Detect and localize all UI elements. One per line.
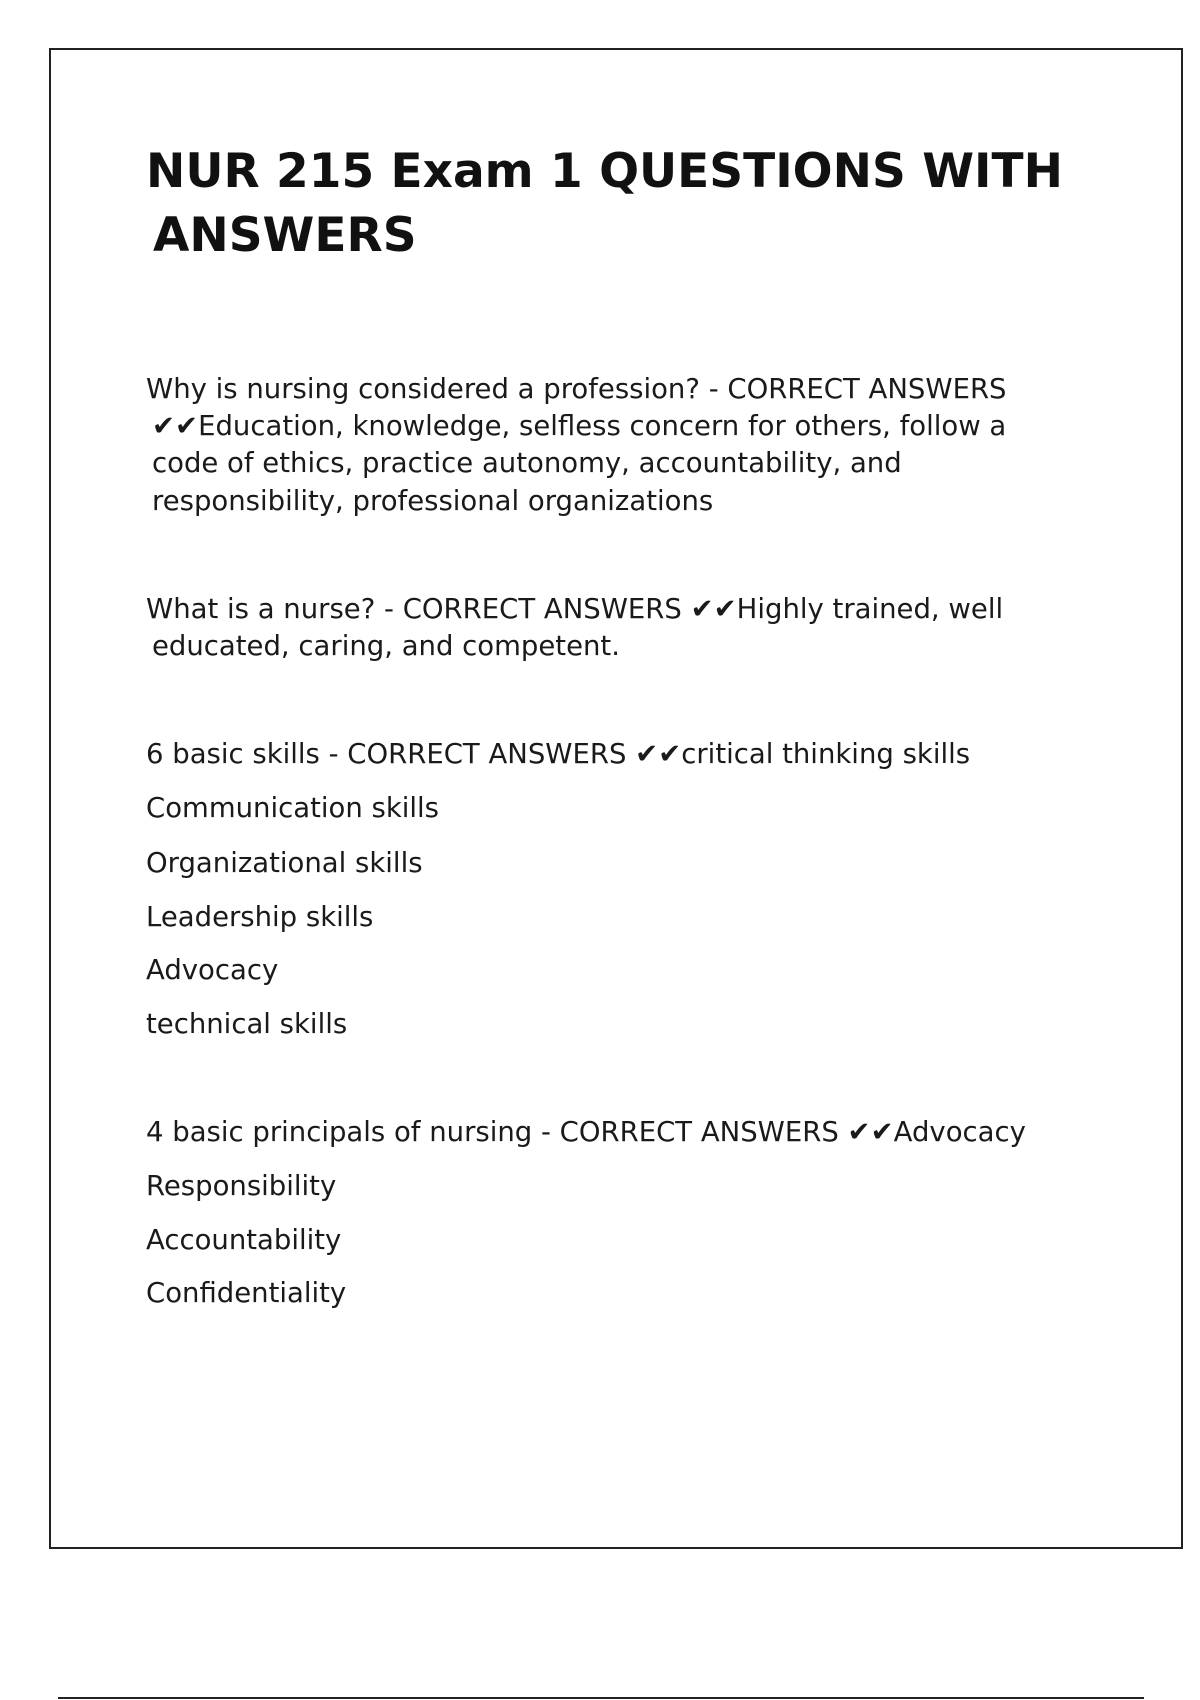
document-title	[146, 140, 1106, 268]
title-line-1: NUR 215 Exam 1 QUESTIONS WITH	[146, 144, 1063, 199]
qa-1-line-2: ✔✔Education, knowledge, selfless concern for others, follow a	[152, 410, 1007, 442]
list-item: Advocacy	[146, 954, 279, 986]
qa-4-line-1: 4 basic principals of nursing - CORRECT ANSWERS ✔✔Advocacy	[146, 1116, 1026, 1148]
list-item: technical skills	[146, 1008, 348, 1040]
list-item: Accountability	[146, 1224, 342, 1256]
qa-3-line-1: 6 basic skills - CORRECT ANSWERS ✔✔critical thinking skills	[146, 738, 971, 770]
title-line-2: ANSWERS	[153, 208, 417, 263]
qa-1-line-3: code of ethics, practice autonomy, accountability, and	[152, 447, 902, 479]
qa-1-line-1: Why is nursing considered a profession? - CORRECT ANSWERS	[146, 373, 1007, 405]
list-item: Responsibility	[146, 1170, 337, 1202]
list-item: Organizational skills	[146, 847, 423, 879]
qa-2-line-2: educated, caring, and competent.	[152, 630, 620, 662]
list-item: Leadership skills	[146, 901, 374, 933]
qa-2-line-1: What is a nurse? - CORRECT ANSWERS ✔✔Highly trained, well	[146, 593, 1004, 625]
list-item: Communication skills	[146, 792, 439, 824]
bottom-rule	[58, 1697, 1144, 1699]
qa-1-line-4: responsibility, professional organizations	[152, 485, 714, 517]
list-item: Confidentiality	[146, 1277, 347, 1309]
